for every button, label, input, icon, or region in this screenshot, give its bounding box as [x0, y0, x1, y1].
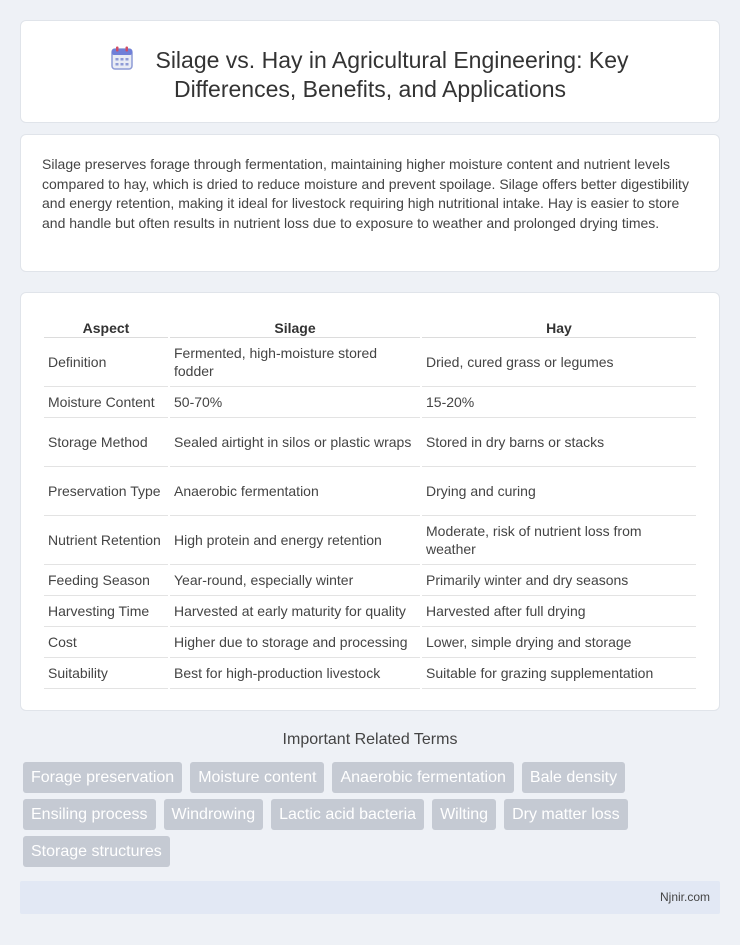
table-row [44, 387, 696, 418]
header-aspect: Aspect [44, 314, 168, 338]
related-terms-list [21, 762, 721, 873]
aspect-cell: Definition [44, 338, 168, 387]
term-tag[interactable]: Anaerobic fermentation [332, 762, 513, 793]
table-row [44, 467, 696, 516]
comparison-table-card [20, 292, 720, 711]
silage-cell: Sealed airtight in silos or plastic wraps [170, 418, 420, 467]
header-hay: Hay [422, 314, 696, 338]
footer [20, 881, 720, 914]
aspect-cell: Harvesting Time [44, 596, 168, 627]
aspect-cell: Moisture Content [44, 387, 168, 418]
hay-cell: Stored in dry barns or stacks [422, 418, 696, 467]
calendar-icon [111, 46, 133, 70]
aspect-cell: Nutrient Retention [44, 516, 168, 565]
table-row [44, 658, 696, 689]
table-row [44, 418, 696, 467]
silage-cell: Anaerobic fermentation [170, 467, 420, 516]
table-row [44, 627, 696, 658]
term-tag[interactable]: Moisture content [190, 762, 324, 793]
page-title [21, 46, 719, 104]
hay-cell: 15-20% [422, 387, 696, 418]
table-row [44, 516, 696, 565]
term-tag[interactable]: Storage structures [23, 836, 170, 867]
related-terms-title: Important Related Terms [282, 731, 458, 748]
term-tag[interactable]: Bale density [522, 762, 625, 793]
term-tag[interactable]: Forage preservation [23, 762, 182, 793]
silage-cell: Higher due to storage and processing [170, 627, 420, 658]
silage-cell: Best for high-production livestock [170, 658, 420, 689]
header-silage: Silage [170, 314, 420, 338]
intro-card [20, 134, 720, 272]
term-tag[interactable]: Wilting [432, 799, 496, 830]
table-header-row [44, 314, 696, 338]
hay-cell: Suitable for grazing supplementation [422, 658, 696, 689]
silage-cell: Harvested at early maturity for quality [170, 596, 420, 627]
hay-cell: Drying and curing [422, 467, 696, 516]
silage-cell: Year-round, especially winter [170, 565, 420, 596]
hay-cell: Primarily winter and dry seasons [422, 565, 696, 596]
term-tag[interactable]: Ensiling process [23, 799, 156, 830]
aspect-cell: Feeding Season [44, 565, 168, 596]
silage-cell: 50-70% [170, 387, 420, 418]
term-tag[interactable]: Dry matter loss [504, 799, 628, 830]
aspect-cell: Cost [44, 627, 168, 658]
footer-site-link[interactable]: Njnir.com [659, 890, 710, 904]
term-tag[interactable]: Windrowing [164, 799, 264, 830]
table-row [44, 596, 696, 627]
term-tag[interactable]: Lactic acid bacteria [271, 799, 424, 830]
table-row [44, 565, 696, 596]
hay-cell: Harvested after full drying [422, 596, 696, 627]
aspect-cell: Preservation Type [44, 467, 168, 516]
aspect-cell: Suitability [44, 658, 168, 689]
title-text: Silage vs. Hay in Agricultural Engineering: Key Differences, Benefits, and Applications [155, 47, 629, 102]
hay-cell: Dried, cured grass or legumes [422, 338, 696, 387]
hay-cell: Lower, simple drying and storage [422, 627, 696, 658]
table-row [44, 338, 696, 387]
aspect-cell: Storage Method [44, 418, 168, 467]
silage-cell: High protein and energy retention [170, 516, 420, 565]
intro-paragraph: Silage preserves forage through fermentation, maintaining higher moisture content and nutrient levels compared to hay, which is dried to reduce moisture and prevent spoilage. Silage offers better digestibility and energy retention, making it ideal for livestock requiring high nutritional intake. Hay is easier to store and handle but often results in nutrient loss due to exposure to weather and prolonged drying times. [42, 156, 689, 231]
title-card [20, 20, 720, 123]
hay-cell: Moderate, risk of nutrient loss from weather [422, 516, 696, 565]
comparison-table [42, 314, 698, 689]
silage-cell: Fermented, high-moisture stored fodder [170, 338, 420, 387]
